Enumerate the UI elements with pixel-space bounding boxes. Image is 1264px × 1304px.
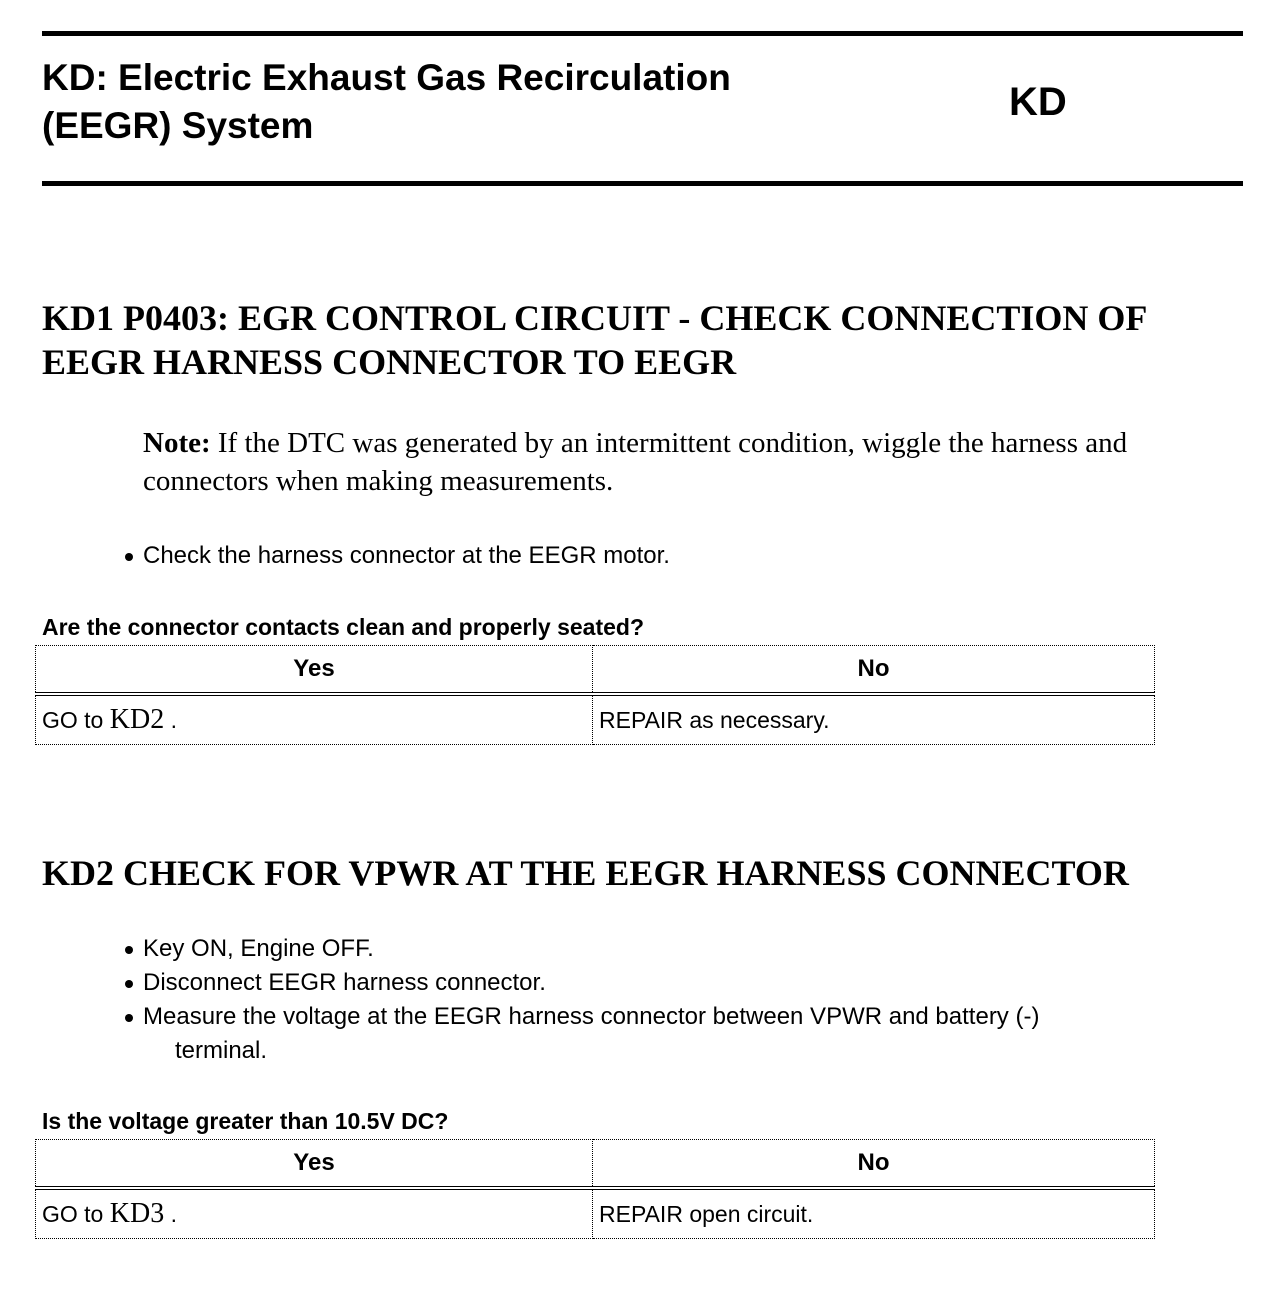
question-kd1: Are the connector contacts clean and properly seated? [42, 614, 644, 640]
no-header: No [593, 1140, 1155, 1189]
table-row [36, 1188, 1155, 1239]
list-item-text: Key ON, Engine OFF. [143, 935, 374, 962]
header-bottom-rule [42, 181, 1243, 186]
section-code: KD [1009, 80, 1067, 124]
bullet-icon [125, 946, 133, 954]
note-text: If the DTC was generated by an intermittent condition, wiggle the harness and connectors when making measurements. [143, 427, 1128, 497]
table-header-row [36, 646, 1155, 695]
step-heading-kd1-line2: EEGR HARNESS CONNECTOR TO EEGR [42, 342, 737, 382]
yes-prefix: GO to [42, 707, 110, 733]
table-row [36, 694, 1155, 745]
no-header: No [593, 646, 1155, 695]
list-item-text: Measure the voltage at the EEGR harness connector between VPWR and battery (-) [143, 1003, 1040, 1030]
table-header-row [36, 1140, 1155, 1189]
list-item [125, 966, 1039, 1000]
yes-cell [36, 694, 593, 745]
list-item [125, 539, 670, 573]
document-title-line1: KD: Electric Exhaust Gas Recirculation [42, 57, 731, 98]
question-kd2: Is the voltage greater than 10.5V DC? [42, 1108, 449, 1134]
bullet-icon [125, 553, 133, 561]
bullet-icon [125, 980, 133, 988]
list-item-text: Check the harness connector at the EEGR motor. [143, 542, 670, 569]
bullet-icon [125, 1014, 133, 1022]
yes-header: Yes [36, 1140, 593, 1189]
yes-cell [36, 1188, 593, 1239]
no-cell: REPAIR open circuit. [593, 1188, 1155, 1239]
list-item-text: Disconnect EEGR harness connector. [143, 969, 546, 996]
document-title [42, 54, 902, 150]
header-top-rule [42, 31, 1243, 36]
yes-suffix: . [164, 707, 177, 733]
yes-prefix: GO to [42, 1201, 110, 1227]
yes-no-table-kd2 [35, 1139, 1155, 1239]
instruction-list-kd1 [125, 539, 670, 573]
instruction-list-kd2 [125, 932, 1039, 1068]
list-item [125, 932, 1039, 966]
step-heading-kd1 [42, 296, 1147, 384]
note-kd1 [143, 424, 1233, 500]
yes-suffix: . [164, 1201, 177, 1227]
yes-no-table-kd1 [35, 645, 1155, 745]
yes-header: Yes [36, 646, 593, 695]
no-cell: REPAIR as necessary. [593, 694, 1155, 745]
document-title-line2: (EEGR) System [42, 105, 314, 146]
step-heading-kd1-line1: KD1 P0403: EGR CONTROL CIRCUIT - CHECK CONNECTION OF [42, 298, 1148, 338]
step-heading-kd2: KD2 CHECK FOR VPWR AT THE EEGR HARNESS CONNECTOR [42, 853, 1129, 893]
goto-kd3-link[interactable]: KD3 [109, 1198, 165, 1229]
list-item [125, 1000, 1039, 1068]
list-item-continuation: terminal. [175, 1037, 268, 1064]
goto-kd2-link[interactable]: KD2 [109, 704, 165, 735]
note-label: Note: [143, 427, 211, 459]
